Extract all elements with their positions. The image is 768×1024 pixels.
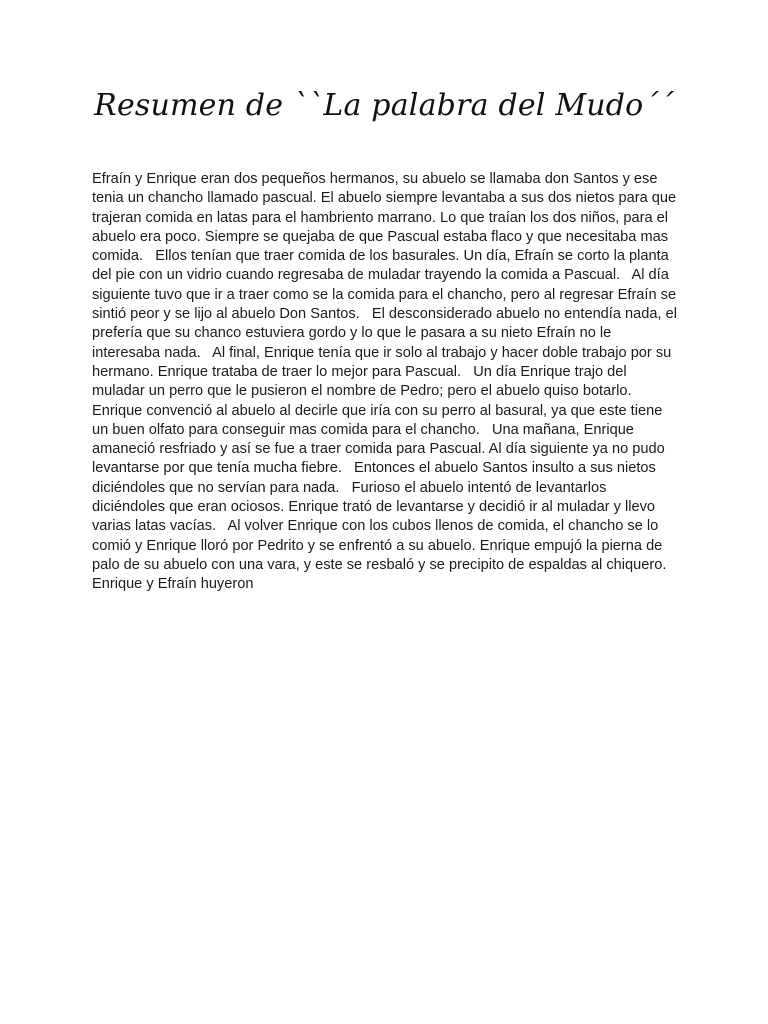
document-title: Resumen de ``La palabra del Mudo´´ xyxy=(94,88,674,123)
document-body-paragraph: Efraín y Enrique eran dos pequeños hermanos, su abuelo se llamaba don Santos y ese tenia un chancho llamado pascual. El abuelo siempre levantaba a sus dos nietos para que trajeran comida en latas para el hambriento marrano. Lo que traían los dos niños, para el abuelo era poco. Siempre se quejaba de que Pascual estaba flaco y que necesitaba mas comida. Ellos tenían que traer comida de los basurales. Un día, Efraín se corto la planta del pie con un vidrio cuando regresaba de muladar trayendo la comida a Pascual. Al día siguiente tuvo que ir a traer como se la comida para el chancho, pero al regresar Efraín se sintió peor y se lijo al abuelo Don Santos. El desconsiderado abuelo no entendía nada, el prefería que su chanco estuviera gordo y lo que le pasara a su nieto Efraín no le interesaba nada. Al final, Enrique tenía que ir solo al trabajo y hacer doble trabajo por su hermano. Enrique trataba de traer lo mejor para Pascual. Un día Enrique trajo del muladar un perro que le pusieron el nombre de Pedro; pero el abuelo quiso botarlo. Enrique convenció al abuelo al decirle que iría con su perro al basural, ya que este tiene un buen olfato para conseguir mas comida para el chancho. Una mañana, Enrique amaneció resfriado y así se fue a traer comida para Pascual. Al día siguiente ya no pudo levantarse por que tenía mucha fiebre. Entonces el abuelo Santos insulto a sus nietos diciéndoles que no servían para nada. Furioso el abuelo intentó de levantarlos diciéndoles que eran ociosos. Enrique trató de levantarse y decidió ir al muladar y llevo varias latas vacías. Al volver Enrique con los cubos llenos de comida, el chancho se lo comió y Enrique lloró por Pedrito y se enfrentó a su abuelo. Enrique empujó la pierna de palo de su abuelo con una vara, y este se resbaló y se precipito de espaldas al chiquero. Enrique y Efraín huyeron xyxy=(92,171,682,593)
